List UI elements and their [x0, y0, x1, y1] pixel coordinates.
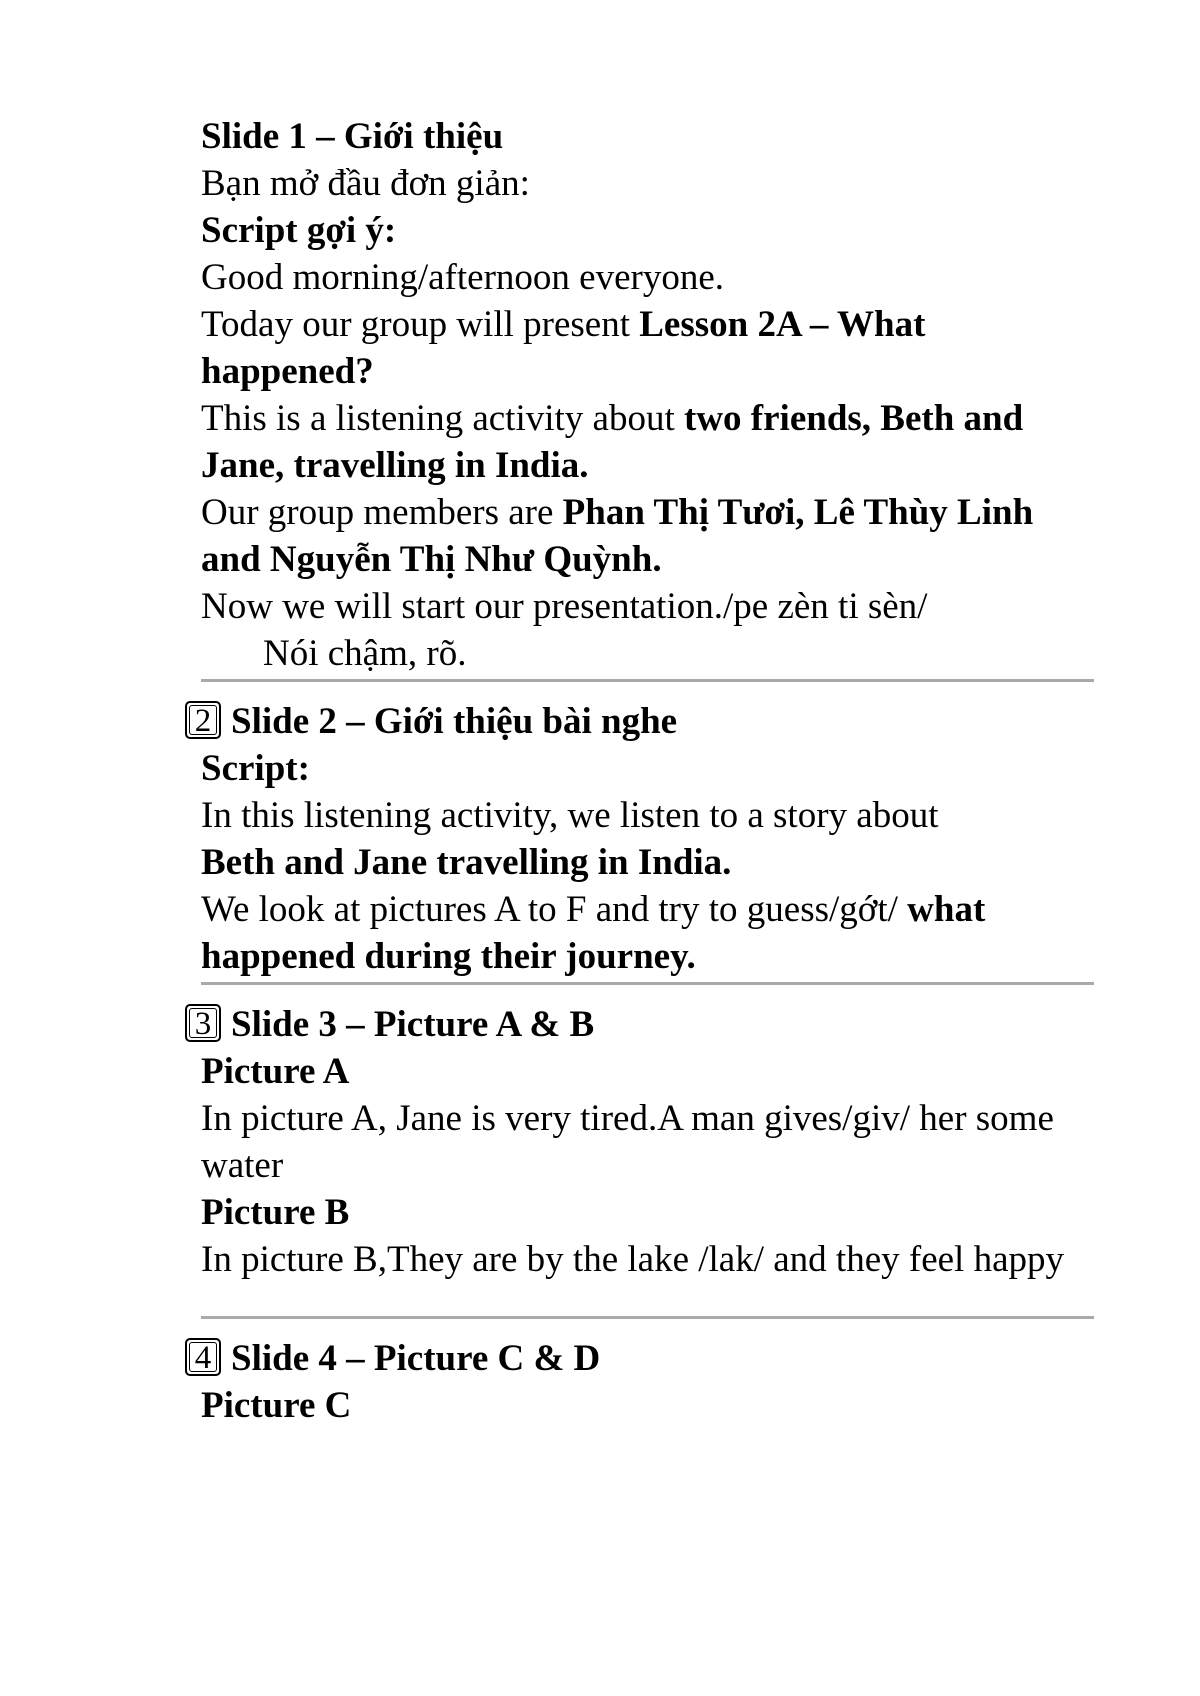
- slide-2-line-3: [201, 886, 1091, 980]
- slide-2-line-3-bold: what happened during their journey.: [201, 889, 986, 977]
- slide-3-heading: Slide 3 – Picture A & B: [231, 1004, 595, 1045]
- slide-1-greeting: Good morning/afternoon everyone.: [201, 257, 724, 298]
- document-content: [194, 113, 1091, 1429]
- slide-1-member-names: Phan Thị Tươi, Lê Thùy Linh and Nguyễn Thị Như Quỳnh.: [201, 492, 1034, 580]
- slide-1-section: [201, 113, 1091, 682]
- slide-4-number-badge: 4: [185, 1338, 221, 1376]
- slide-1-activity: [201, 395, 1091, 489]
- picture-b-text: In picture B,They are by the lake /lak/ and they feel happy: [201, 1239, 1064, 1280]
- slide-2-number-badge: 2: [185, 701, 221, 739]
- slide-4-section: [194, 1335, 1091, 1429]
- slide-2-heading-row: [194, 698, 1091, 745]
- slide-1-today-prefix: Today our group will present: [201, 304, 640, 345]
- slide-1-today: [201, 301, 1091, 395]
- picture-a-text: In picture A, Jane is very tired.A man gives/giv/ her some water: [201, 1098, 1054, 1186]
- slide-1-intro: Bạn mở đầu đơn giản:: [201, 163, 530, 204]
- slide-2-line-2: Beth and Jane travelling in India.: [201, 842, 732, 883]
- slide-4-heading: Slide 4 – Picture C & D: [231, 1338, 601, 1379]
- slide-2-line-1: In this listening activity, we listen to a story about: [201, 795, 939, 836]
- slide-2-section: [194, 698, 1091, 985]
- slide-1-lesson-title: Lesson 2A – What happened?: [201, 304, 926, 392]
- slide-1-activity-prefix: This is a listening activity about: [201, 398, 684, 439]
- slide-2-heading: Slide 2 – Giới thiệu bài nghe: [231, 701, 678, 742]
- slide-1-start: Now we will start our presentation./pe zèn ti sèn/: [201, 586, 928, 627]
- slide-2-line-3-prefix: We look at pictures A to F and try to guess/gớt/: [201, 889, 908, 930]
- slide-1-heading: Slide 1 – Giới thiệu: [201, 116, 504, 157]
- slide-1-script-label: Script gợi ý:: [201, 210, 397, 251]
- slide-1-members: [201, 489, 1091, 583]
- picture-b-label: Picture B: [201, 1192, 350, 1233]
- section-divider: [201, 982, 1094, 985]
- slide-1-members-prefix: Our group members are: [201, 492, 563, 533]
- slide-1-note: Nói chậm, rõ.: [263, 633, 467, 674]
- slide-3-section: [194, 1001, 1091, 1319]
- slide-3-number-badge: 3: [185, 1004, 221, 1042]
- section-divider: [201, 679, 1094, 682]
- slide-3-heading-row: [194, 1001, 1091, 1048]
- picture-a-label: Picture A: [201, 1051, 350, 1092]
- slide-2-script-label: Script:: [201, 748, 310, 789]
- picture-c-label: Picture C: [201, 1385, 352, 1426]
- slide-4-heading-row: [194, 1335, 1091, 1382]
- section-divider: [201, 1316, 1094, 1319]
- slide-1-activity-topic: two friends, Beth and Jane, travelling in India.: [201, 398, 1024, 486]
